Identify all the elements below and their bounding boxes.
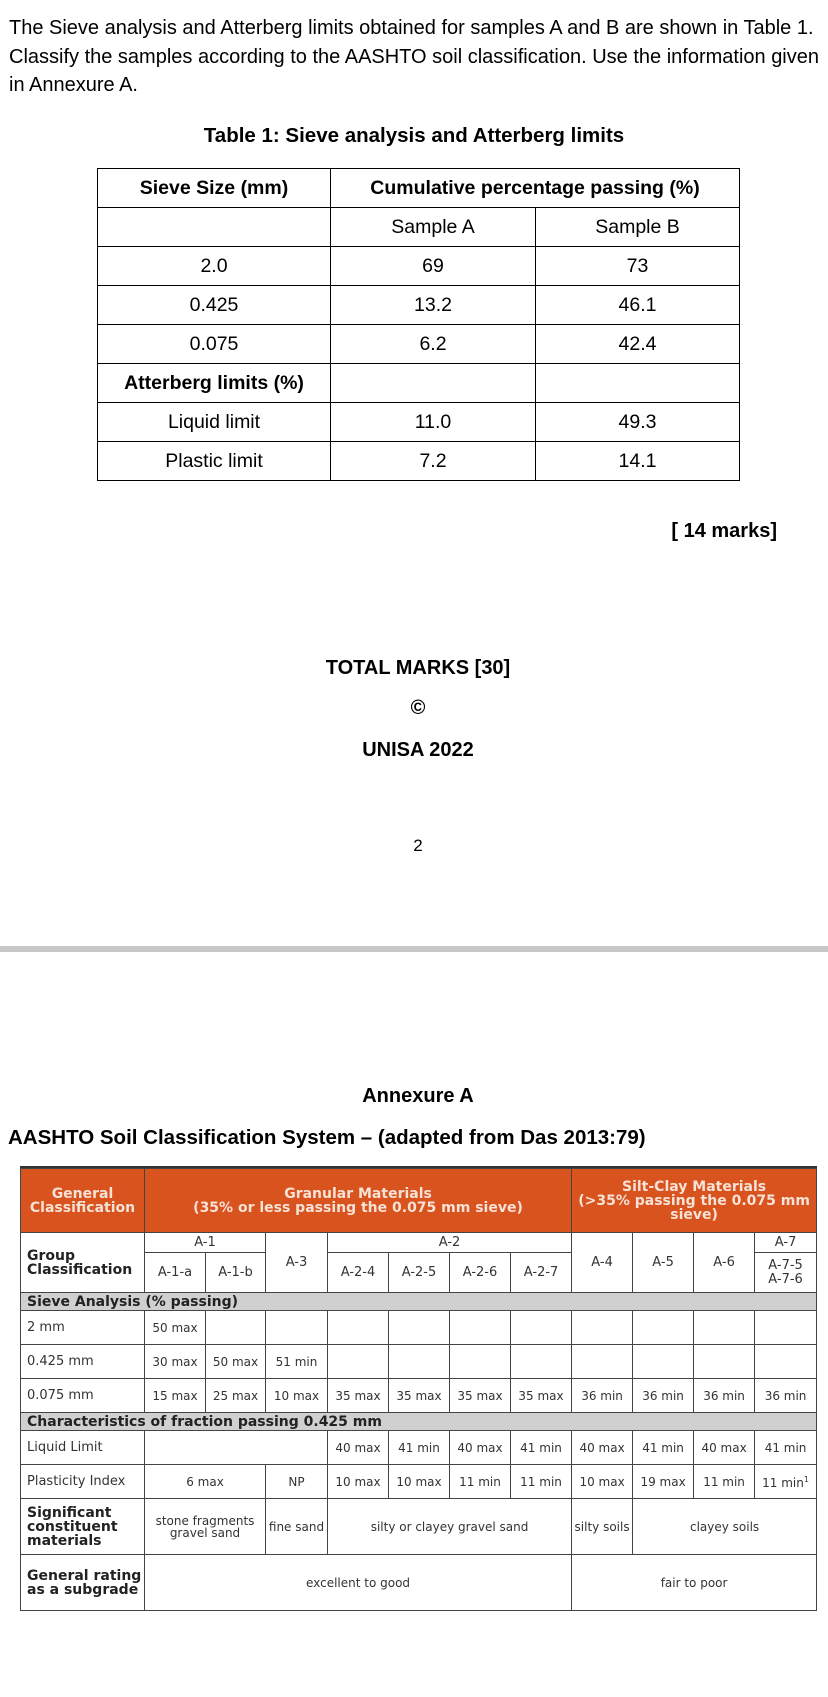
sieve-size-cell: 2.0 <box>98 247 331 286</box>
aashto-table-container <box>20 1166 817 1639</box>
sample-b-cell: 46.1 <box>536 286 740 325</box>
cell-10-max: 10 max <box>266 1379 328 1413</box>
cell-36-min: 36 min <box>572 1379 633 1413</box>
table-caption: Table 1: Sieve analysis and Atterberg limits <box>203 124 625 147</box>
sieve-table <box>97 168 740 481</box>
cell-41-min: 41 min <box>633 1431 694 1465</box>
header-sample-b: Sample B <box>536 208 740 247</box>
group-a27: A-2-7 <box>511 1253 572 1293</box>
footnote-marker: 1 <box>803 1475 809 1484</box>
cell-35-max: 35 max <box>511 1379 572 1413</box>
cell-41-min: 41 min <box>511 1431 572 1465</box>
cell-stone-gravel-sand: stone fragments gravel sand <box>145 1499 266 1555</box>
row-label-liquid-limit: Liquid Limit <box>21 1431 145 1465</box>
group-a4: A-4 <box>572 1233 633 1293</box>
cell-36-min: 36 min <box>755 1379 817 1413</box>
group-a1: A-1 <box>145 1233 266 1253</box>
group-classification-label: Group Classification <box>21 1233 145 1293</box>
cell-excellent-to-good: excellent to good <box>145 1555 572 1611</box>
cell-10-max: 10 max <box>328 1465 389 1499</box>
cell-fair-to-poor: fair to poor <box>572 1555 817 1611</box>
sample-a-cell: 7.2 <box>331 442 536 481</box>
sample-b-cell: 73 <box>536 247 740 286</box>
cell-40-max: 40 max <box>328 1431 389 1465</box>
group-a5: A-5 <box>633 1233 694 1293</box>
group-a2: A-2 <box>328 1233 572 1253</box>
atterberg-heading: Atterberg limits (%) <box>98 364 331 403</box>
group-a6: A-6 <box>694 1233 755 1293</box>
sieve-analysis-section: Sieve Analysis (% passing) <box>21 1293 817 1311</box>
group-a24: A-2-4 <box>328 1253 389 1293</box>
general-rating-label: General rating as a subgrade <box>21 1555 145 1611</box>
group-a75-a76 <box>755 1253 817 1293</box>
cell-10-max: 10 max <box>389 1465 450 1499</box>
cell-35-max: 35 max <box>328 1379 389 1413</box>
cell-50-max: 50 max <box>206 1345 266 1379</box>
header-sieve-size: Sieve Size (mm) <box>98 169 331 208</box>
cell-11-min-a7 <box>755 1465 817 1499</box>
header-sample-a: Sample A <box>331 208 536 247</box>
cell-fine-sand: fine sand <box>266 1499 328 1555</box>
marks-label: [ 14 marks] <box>671 520 777 542</box>
page-divider <box>0 946 828 952</box>
silt-clay-subtitle: (>35% passing the 0.075 mm sieve) <box>578 1192 810 1223</box>
row-label-0425mm: 0.425 mm <box>21 1345 145 1379</box>
cell-40-max: 40 max <box>572 1431 633 1465</box>
limit-label-cell: Plastic limit <box>98 442 331 481</box>
sieve-size-cell: 0.075 <box>98 325 331 364</box>
cell-19-max: 19 max <box>633 1465 694 1499</box>
question-text: The Sieve analysis and Atterberg limits obtained for samples A and B are shown in Table 1. Classify the samples according to the AASHTO soil classification. Use the information given in Annexure A. <box>9 17 819 96</box>
cell-41-min: 41 min <box>389 1431 450 1465</box>
institution-label: UNISA 2022 <box>362 739 474 761</box>
row-label-plasticity-index: Plasticity Index <box>21 1465 145 1499</box>
sieve-size-cell: 0.425 <box>98 286 331 325</box>
cell-6-max: 6 max <box>145 1465 266 1499</box>
sample-a-cell: 11.0 <box>331 403 536 442</box>
cell-36-min: 36 min <box>633 1379 694 1413</box>
annexure-title: Annexure A <box>362 1085 474 1107</box>
cell-41-min: 41 min <box>755 1431 817 1465</box>
significant-materials-label: Significant constituent materials <box>21 1499 145 1555</box>
cell-silty-clayey-gravel-sand: silty or clayey gravel sand <box>328 1499 572 1555</box>
cell-15-max: 15 max <box>145 1379 206 1413</box>
group-a75: A-7-5 <box>768 1257 803 1273</box>
aashto-title: AASHTO Soil Classification System – (adapted from Das 2013:79) <box>8 1126 646 1149</box>
cell-11-min: 11 min <box>694 1465 755 1499</box>
sample-a-cell: 13.2 <box>331 286 536 325</box>
granular-subtitle: (35% or less passing the 0.075 mm sieve) <box>193 1199 523 1216</box>
group-a3: A-3 <box>266 1233 328 1293</box>
cell-11-min-text: 11 min <box>762 1476 804 1490</box>
group-a25: A-2-5 <box>389 1253 450 1293</box>
table-row <box>98 286 740 325</box>
cell-35-max: 35 max <box>450 1379 511 1413</box>
cell-silty-soils: silty soils <box>572 1499 633 1555</box>
empty-cell <box>536 364 740 403</box>
group-a1b: A-1-b <box>206 1253 266 1293</box>
cell-clayey-soils: clayey soils <box>633 1499 817 1555</box>
characteristics-section: Characteristics of fraction passing 0.425 mm <box>21 1413 817 1431</box>
cell-35-max: 35 max <box>389 1379 450 1413</box>
cell-11-min: 11 min <box>511 1465 572 1499</box>
general-classification-header: General Classification <box>21 1169 145 1233</box>
sample-b-cell: 49.3 <box>536 403 740 442</box>
table-row <box>98 442 740 481</box>
group-a26: A-2-6 <box>450 1253 511 1293</box>
cell-30-max: 30 max <box>145 1345 206 1379</box>
limit-label-cell: Liquid limit <box>98 403 331 442</box>
silt-clay-title: Silt-Clay Materials <box>622 1178 767 1195</box>
copyright-symbol: © <box>410 697 426 719</box>
sample-b-cell: 14.1 <box>536 442 740 481</box>
group-a76: A-7-6 <box>768 1271 803 1287</box>
cell-11-min: 11 min <box>450 1465 511 1499</box>
row-label-0075mm: 0.075 mm <box>21 1379 145 1413</box>
group-a7: A-7 <box>755 1233 817 1253</box>
empty-cell <box>98 208 331 247</box>
page-number: 2 <box>413 836 423 855</box>
cell-36-min: 36 min <box>694 1379 755 1413</box>
cell-40-max: 40 max <box>450 1431 511 1465</box>
empty-cell <box>331 364 536 403</box>
granular-title: Granular Materials <box>284 1185 432 1202</box>
table-row <box>98 247 740 286</box>
cell-40-max: 40 max <box>694 1431 755 1465</box>
cell-np: NP <box>266 1465 328 1499</box>
sample-b-cell: 42.4 <box>536 325 740 364</box>
total-marks: TOTAL MARKS [30] <box>325 657 511 679</box>
group-a1a: A-1-a <box>145 1253 206 1293</box>
sample-a-cell: 69 <box>331 247 536 286</box>
table-row <box>98 403 740 442</box>
aashto-table <box>20 1168 817 1611</box>
header-cumulative-passing: Cumulative percentage passing (%) <box>331 169 740 208</box>
cell-25-max: 25 max <box>206 1379 266 1413</box>
cell-51-min: 51 min <box>266 1345 328 1379</box>
sample-a-cell: 6.2 <box>331 325 536 364</box>
silt-clay-header <box>572 1169 817 1233</box>
cell-50-max: 50 max <box>145 1311 206 1345</box>
row-label-2mm: 2 mm <box>21 1311 145 1345</box>
cell-10-max: 10 max <box>572 1465 633 1499</box>
table-row <box>98 325 740 364</box>
granular-materials-header <box>145 1169 572 1233</box>
